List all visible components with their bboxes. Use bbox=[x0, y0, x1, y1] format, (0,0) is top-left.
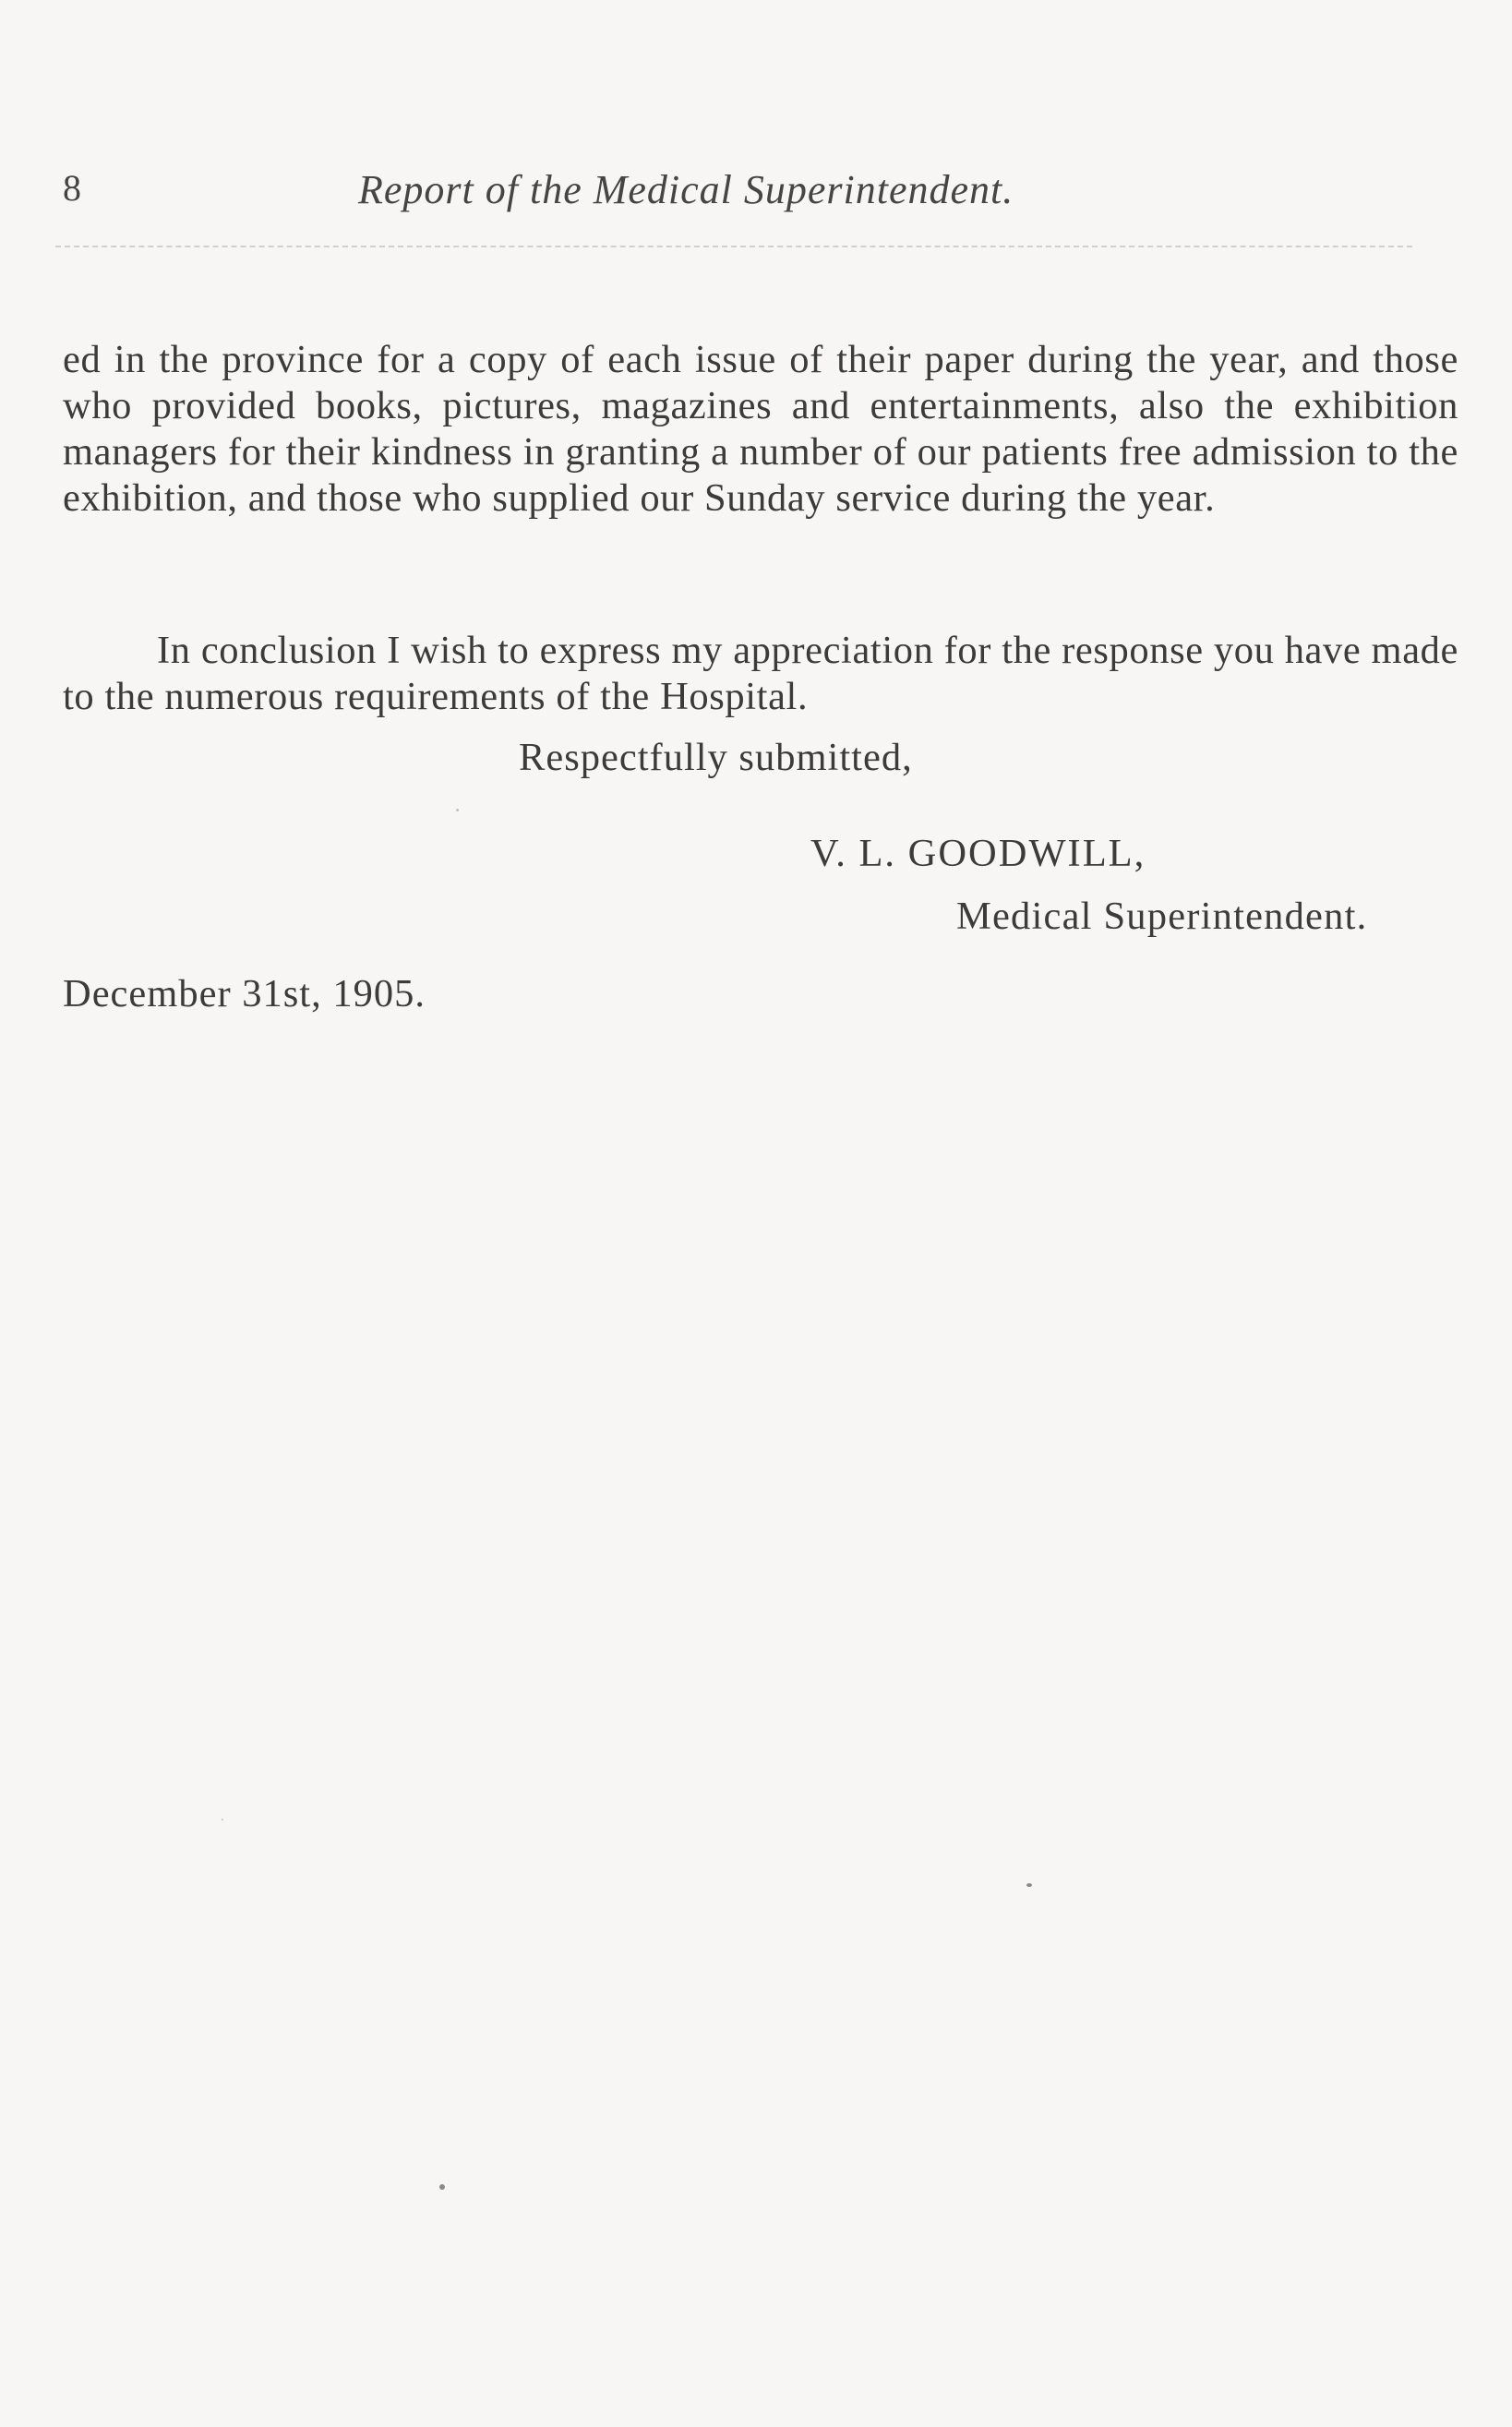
closing-line: Respectfully submitted, bbox=[519, 736, 913, 779]
paper-speck bbox=[456, 809, 459, 811]
paper-speck bbox=[1026, 1883, 1032, 1887]
body-paragraph-1: ed in the province for a copy of each issue of their paper during the year, and those who provided books, pictures, magazines and entertainments, also the exhibition managers for their kindness in granting a number of our patients free admission to the exhibition, and those who supplied our Sunday service during the year. bbox=[63, 337, 1458, 520]
page-number: 8 bbox=[63, 167, 81, 209]
signer-name: V. L. GOODWILL, bbox=[810, 832, 1146, 875]
document-date: December 31st, 1905. bbox=[63, 972, 426, 1015]
paper-speck bbox=[222, 1819, 223, 1820]
body-paragraph-2: In conclusion I wish to express my appreciation for the response you have made to the numerous requirements of the Hospital. bbox=[63, 628, 1458, 718]
running-title: Report of the Medical Superintendent. bbox=[358, 167, 1014, 212]
paper-speck bbox=[439, 2184, 445, 2190]
page-header bbox=[63, 166, 1466, 222]
header-rule bbox=[55, 246, 1412, 247]
signer-title: Medical Superintendent. bbox=[956, 895, 1368, 938]
